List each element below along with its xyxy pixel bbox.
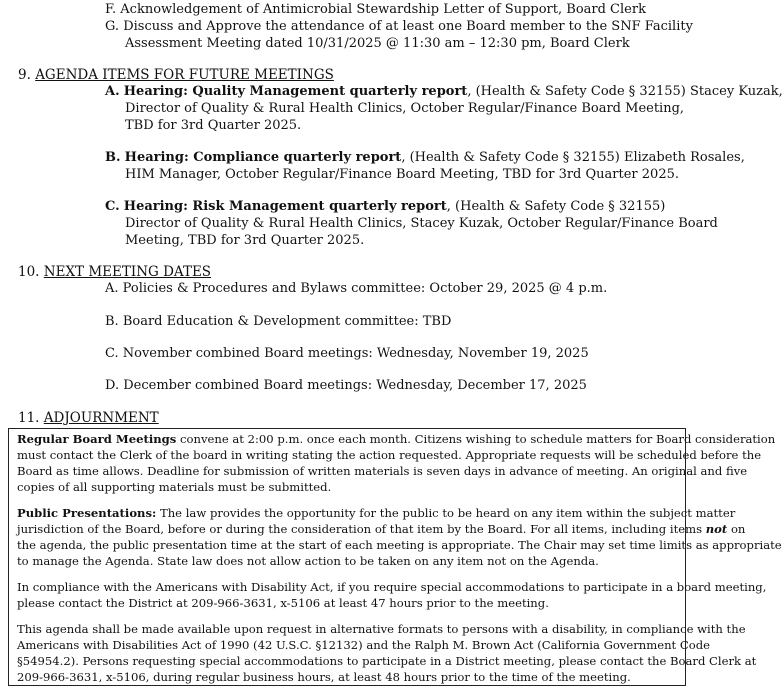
item-marker: C. [105,346,119,361]
notice-text: The law provides the opportunity for the public to be heard on any item within the subject matter [156,506,736,520]
item-text: Board Education & Development committee: TBD [122,314,452,329]
future-item-b-line2 [125,167,679,183]
item-marker: A. [105,281,119,296]
notice-p3-line2: please contact the District at 209-966-3631, x-5106 at least 47 hours prior to the meeting. [17,596,549,610]
item-text-continued: HIM Manager, October Regular/Finance Board Meeting, TBD for 3rd Quarter 2025. [125,167,679,182]
item-text: November combined Board meetings: Wednesday, November 19, 2025 [122,346,589,361]
notice-p4-line4: 209-966-3631, x-5106, during regular business hours, at least 48 hours prior to the time of the meeting. [17,670,631,684]
item-text-continued: Director of Quality & Rural Health Clinics, Stacey Kuzak, October Regular/Finance Board [125,216,718,231]
item-text: Acknowledgement of Antimicrobial Stewardship Letter of Support, Board Clerk [120,2,646,17]
item-text: , (Health & Safety Code § 32155) [446,199,666,214]
notice-p4-line1: This agenda shall be made available upon request in alternative formats to persons with a disability, in compliance with the [17,622,746,636]
future-item-c-line3 [125,233,364,249]
future-item-c [105,199,665,215]
section-number: 11. [18,410,40,426]
item-marker: B. [105,314,119,329]
notice-p4-line2: Americans with Disabilities Act of 1990 (42 U.S.C. §12132) and the Ralph M. Brown Act (California Government Code [17,638,711,652]
notice-p4-line3: §54954.2). Persons requesting special accommodations to participate in a District meeting, please contact the Board Clerk at [17,654,757,668]
meeting-date-c [105,346,589,362]
section-11-heading [18,410,159,426]
notice-p3-line1: In compliance with the Americans with Disability Act, if you require special accommodations to participate in a board meeting, [17,580,767,594]
section-title: ADJOURNMENT [43,410,159,426]
item-marker: C. [105,199,120,214]
public-presentations-label: Public Presentations: [17,506,157,520]
section-number: 10. [18,264,40,280]
item-text: , (Health & Safety Code § 32155) Elizabeth Rosales, [401,150,745,165]
item-text-continued: Meeting, TBD for 3rd Quarter 2025. [125,233,365,248]
notice-p2-line1 [17,505,735,521]
meeting-date-d [105,378,587,394]
notice-p1-line2: must contact the Clerk of the board in writing stating the action requested. Appropriate requests will be scheduled before the [17,448,762,462]
item-bold-title: Hearing: Risk Management quarterly report [123,199,447,214]
item-marker: B. [105,150,121,165]
item-text: , (Health & Safety Code § 32155) Stacey Kuzak, [467,84,783,99]
section-9-heading [18,67,334,83]
notice-text: jurisdiction of the Board, before or during the consideration of that item by the Board. For all items, including items [17,522,706,536]
item-text: Policies & Procedures and Bylaws committee: October 29, 2025 @ 4 p.m. [122,281,608,296]
notice-p1-line3: Board as time allows. Deadline for submission of written materials is seven days in advance of meeting. An original and five [17,464,748,478]
notice-text: on [727,522,746,536]
item-text-continued: Assessment Meeting dated 10/31/2025 @ 11:30 am – 12:30 pm, Board Clerk [125,36,630,51]
section-title: AGENDA ITEMS FOR FUTURE MEETINGS [35,67,334,83]
item-bold-title: Hearing: Quality Management quarterly report [123,84,468,99]
section-10-heading [18,264,211,280]
item-text: December combined Board meetings: Wednesday, December 17, 2025 [123,378,587,393]
notice-p1-line1 [17,431,775,447]
future-item-a-line2 [125,101,684,117]
item-marker: G. [105,19,120,34]
notice-text: convene at 2:00 p.m. once each month. Citizens wishing to schedule matters for Board consideration [176,432,776,446]
item-text-continued: Director of Quality & Rural Health Clinics, October Regular/Finance Board Meeting, [125,101,685,116]
future-item-a-line3 [125,118,301,134]
public-notice-box [8,428,782,686]
agenda-item-f [105,2,646,18]
meeting-date-a [105,281,607,297]
meeting-date-b [105,314,451,330]
item-marker: F. [105,2,117,17]
item-marker: D. [105,378,120,393]
notice-p1-line4: copies of all supporting materials must be submitted. [17,480,332,494]
notice-p2-line2 [17,521,745,537]
future-item-a [105,84,783,100]
future-item-b [105,150,745,166]
agenda-item-g [105,19,693,35]
item-marker: A. [105,84,120,99]
regular-meetings-label: Regular Board Meetings [17,432,177,446]
emphasis-not: not [705,522,728,536]
notice-p2-line4: to manage the Agenda. State law does not allow action to be taken on any item not on the Agenda. [17,554,599,568]
notice-p2-line3: the agenda, the public presentation time at the start of each meeting is appropriate. The Chair may set time limits as appropriate [17,538,782,552]
section-title: NEXT MEETING DATES [43,264,212,280]
agenda-item-g-continued [125,36,630,52]
item-text: Discuss and Approve the attendance of at least one Board member to the SNF Facility [123,19,693,34]
future-item-c-line2 [125,216,718,232]
item-text-continued: TBD for 3rd Quarter 2025. [125,118,302,133]
section-number: 9. [18,67,31,83]
item-bold-title: Hearing: Compliance quarterly report [124,150,402,165]
